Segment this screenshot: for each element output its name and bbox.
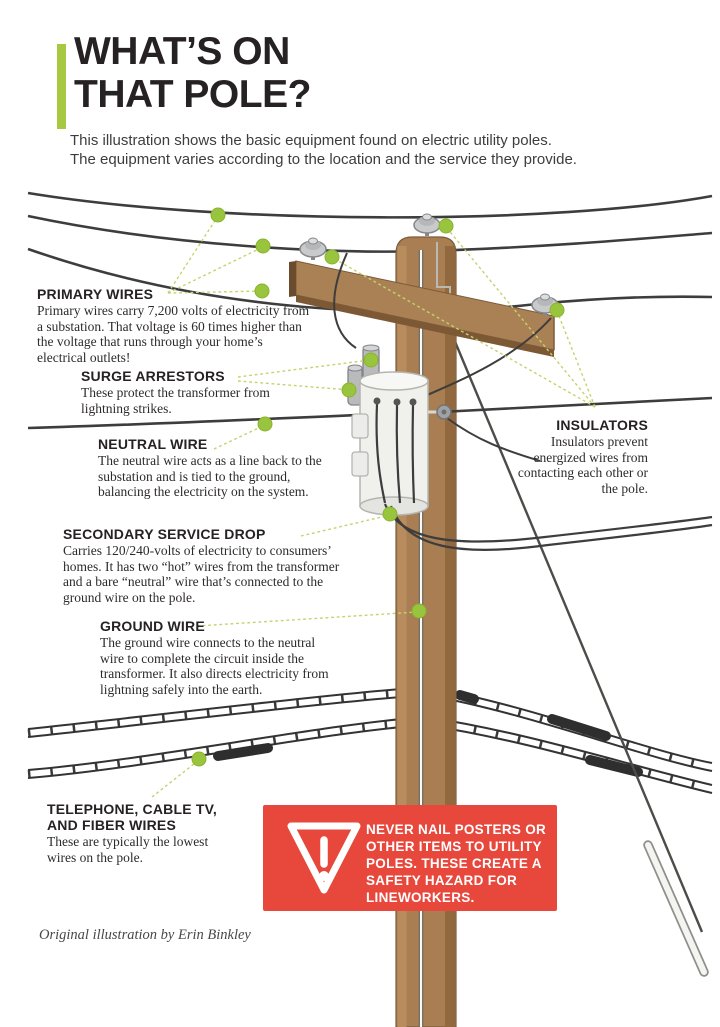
warning-banner: [263, 805, 557, 911]
callout-title: PRIMARY WIRES: [37, 286, 154, 302]
callout-primary-wires: [37, 286, 313, 365]
warning-text: NEVER NAIL POSTERS OR OTHER ITEMS TO UTILITY POLES. THESE CREATE A SAFETY HAZARD FOR LINEWORKERS.: [366, 822, 547, 905]
callout-body: These protect the transformer from lightning strikes.: [81, 385, 270, 416]
callout-insulators: [505, 417, 648, 496]
callout-body: Insulators prevent energized wires from contacting each other or the pole.: [517, 434, 648, 496]
callout-body: Primary wires carry 7,200 volts of electricity from a substation. That voltage is 60 times higher than the voltage that runs through your home’s electrical outlets!: [37, 303, 310, 365]
callout-title: NEUTRAL WIRE: [98, 436, 208, 452]
callout-neutral-wire: [98, 436, 326, 500]
page-title-line2: THAT POLE?: [74, 73, 311, 116]
page-title-line1: WHAT’S ON: [74, 30, 290, 73]
guy-anchor-sheath: [648, 845, 704, 972]
callout-body: The ground wire connects to the neutral wire to complete the circuit inside the transformer. It also directs electricity from lightning safely into the earth.: [100, 635, 329, 697]
callout-title: INSULATORS: [556, 417, 648, 433]
callout-secondary-service-drop: [63, 526, 355, 605]
callout-body: Carries 120/240-volts of electricity to consumers’ homes. It has two “hot” wires from the transformer and a bare “neutral” wire that’s connected to the ground wire on the pole.: [63, 543, 340, 605]
callout-title: SURGE ARRESTORS: [81, 368, 225, 384]
callout-telephone-cable-fiber: [47, 801, 222, 865]
exclamation-triangle-icon: [283, 818, 365, 898]
callout-title: GROUND WIRE: [100, 618, 205, 634]
callout-title: TELEPHONE, CABLE TV, AND FIBER WIRES: [47, 801, 217, 833]
telephone-cable-wires-graphic: [28, 687, 712, 793]
callout-body: The neutral wire acts as a line back to the substation and is tied to the ground, balancing the electricity on the system.: [98, 453, 322, 499]
subtitle-line2: The equipment varies according to the location and the service they provide.: [70, 151, 577, 168]
callout-surge-arrestors: [81, 368, 277, 416]
callout-ground-wire: [100, 618, 334, 697]
subtitle-line1: This illustration shows the basic equipment found on electric utility poles.: [70, 132, 552, 149]
callout-body: These are typically the lowest wires on the pole.: [47, 834, 209, 865]
attribution: Original illustration by Erin Binkley: [39, 927, 251, 943]
callout-title: SECONDARY SERVICE DROP: [63, 526, 266, 542]
